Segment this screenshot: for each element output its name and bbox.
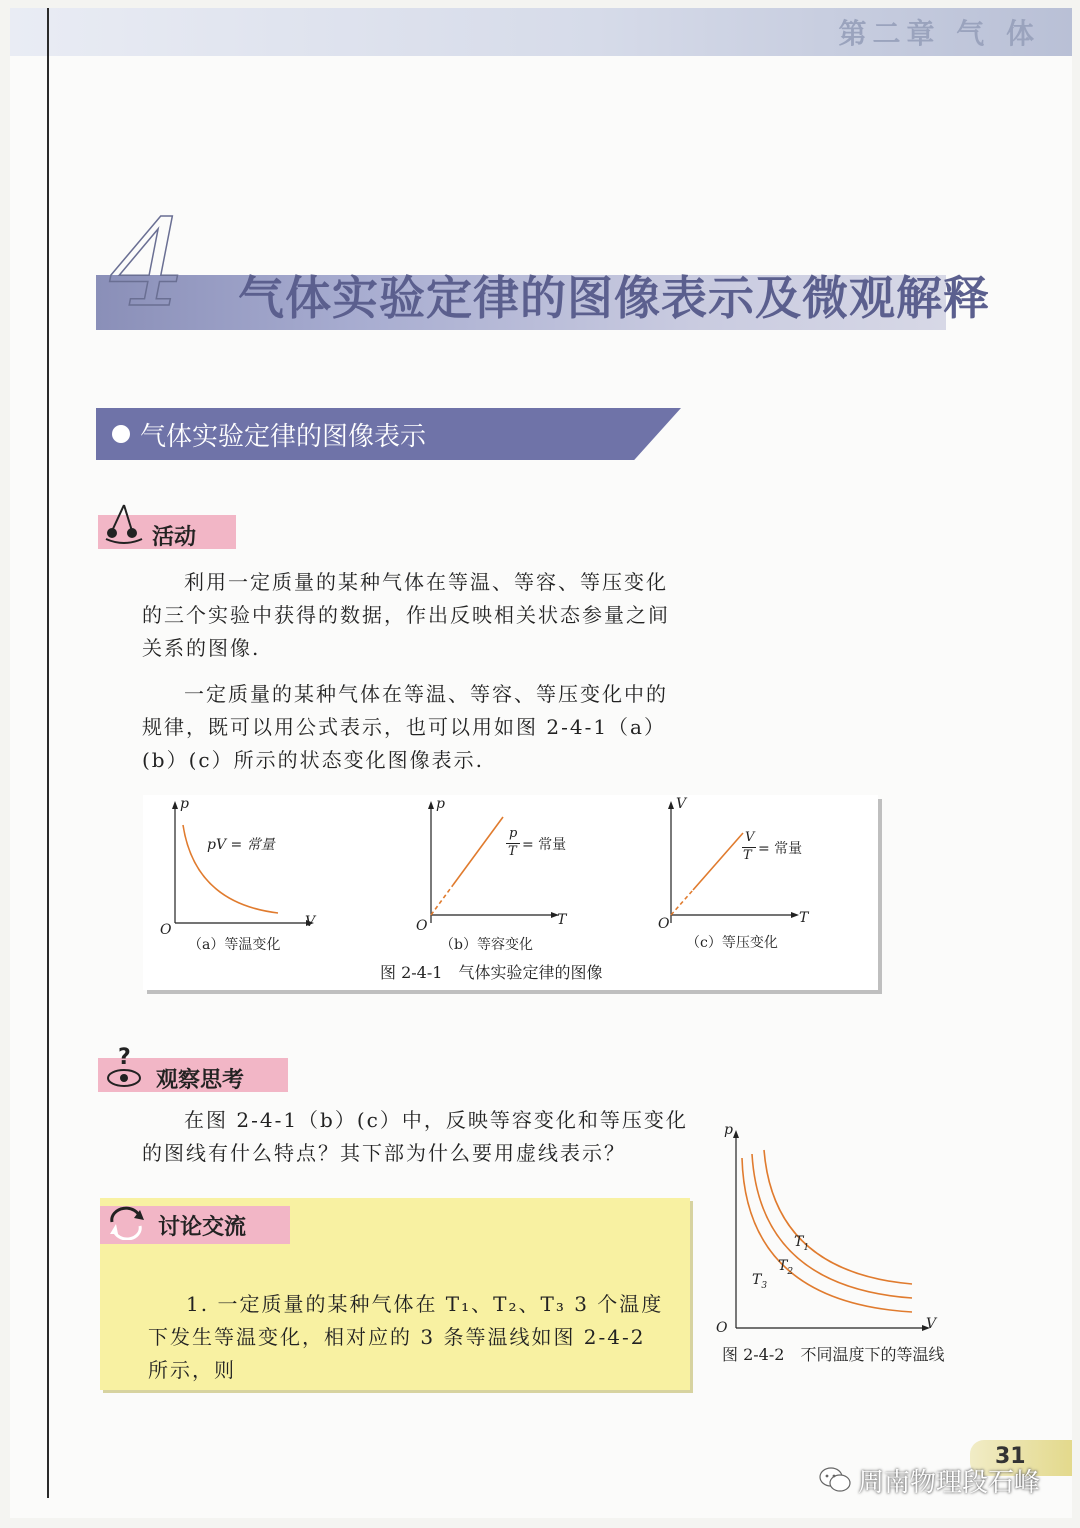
- graph-c-origin: O: [658, 916, 670, 932]
- graph-a-formula: pV = 常量: [207, 837, 275, 853]
- pendulum-icon: [102, 501, 146, 545]
- graph-c-isobaric: [668, 801, 799, 923]
- isochore-line: [453, 817, 503, 885]
- graph-c-formula-num: V: [745, 830, 755, 845]
- svg-text:?: ?: [118, 1045, 131, 1070]
- isotherm-t3: [742, 1158, 912, 1312]
- chapter-title: 第二章 气 体: [838, 17, 1040, 50]
- graph-a-isothermal: [172, 801, 314, 926]
- graph-a-ylabel: p: [180, 796, 189, 812]
- graph-b-caption: （b）等容变化: [440, 937, 533, 953]
- fig2-label-t3: $T_3$: [752, 1272, 768, 1291]
- section-number: 4: [110, 195, 187, 334]
- activity-label-band: [98, 515, 236, 549]
- body-paragraph: 一定质量的某种气体在等温、等容、等压变化中的规律，既可以用公式表示，也可以用如图 2-4-1（a）(b）(c）所示的状态变化图像表示.: [142, 682, 668, 772]
- graph-a-caption: （a）等温变化: [188, 937, 281, 953]
- bullet-dot-icon: [112, 425, 130, 443]
- graph-b-formula-num: p: [509, 826, 518, 841]
- figure-2-4-1-caption: 图 2-4-1 气体实验定律的图像: [380, 963, 603, 982]
- fig2-origin: O: [716, 1320, 728, 1336]
- graph-b-origin: O: [416, 918, 428, 934]
- graph-c-caption: （c）等压变化: [686, 935, 778, 951]
- discussion-label: 讨论交流: [158, 1215, 247, 1240]
- discussion-text: 1. 一定质量的某种气体在 T₁、T₂、T₃ 3 个温度下发生等温变化，相对应的 3 条等温线如图 2-4-2 所示，则: [148, 1292, 664, 1382]
- graph-b-isochoric: [428, 801, 559, 923]
- graph-c-ylabel: V: [676, 796, 687, 812]
- activity-label: 活动: [152, 525, 197, 550]
- graph-b-formula-den: T: [508, 844, 517, 859]
- observe-label: 观察思考: [156, 1068, 245, 1093]
- graph-a-origin: O: [160, 922, 172, 938]
- graph-c-xlabel: T: [799, 910, 809, 926]
- section-title: 气体实验定律的图像表示及微观解释: [238, 271, 990, 325]
- figure-2-4-2-caption: 图 2-4-2 不同温度下的等温线: [722, 1345, 945, 1364]
- observe-text: 在图 2-4-1（b）(c）中，反映等容变化和等压变化的图线有什么特点？其下部为什么要用虚线表示？: [142, 1108, 688, 1165]
- fig2-xlabel: V: [926, 1316, 937, 1332]
- page-spine-line: [47, 8, 49, 1498]
- page-number: 31: [995, 1444, 1026, 1469]
- subsection-title: 气体实验定律的图像表示: [140, 422, 427, 452]
- graph-a-xlabel: V: [305, 914, 316, 930]
- activity-text: 利用一定质量的某种气体在等温、等容、等压变化的三个实验中获得的数据，作出反映相关状态参量之间关系的图像.: [142, 570, 670, 660]
- isotherm-t2: [752, 1154, 912, 1298]
- graph-b-xlabel: T: [557, 912, 567, 928]
- wechat-icon: [818, 1466, 852, 1494]
- watermark-text: 周南物理段石峰: [858, 1468, 1041, 1498]
- fig2-label-t2: $T_2$: [778, 1258, 794, 1277]
- graph-b-formula-rest: = 常量: [522, 837, 567, 853]
- isobar-line: [693, 833, 743, 890]
- fig2-ylabel: p: [724, 1122, 733, 1138]
- eye-question-icon: [102, 1044, 148, 1090]
- fig2-label-t1: $T_1$: [794, 1234, 810, 1253]
- exchange-arrows-icon: [104, 1204, 148, 1240]
- graph-b-ylabel: p: [436, 796, 445, 812]
- graph-c-formula-den: T: [743, 848, 752, 863]
- graph-c-formula-rest: = 常量: [758, 841, 803, 857]
- figure-2-4-2: [712, 1122, 944, 1342]
- observe-label-band: [98, 1045, 288, 1093]
